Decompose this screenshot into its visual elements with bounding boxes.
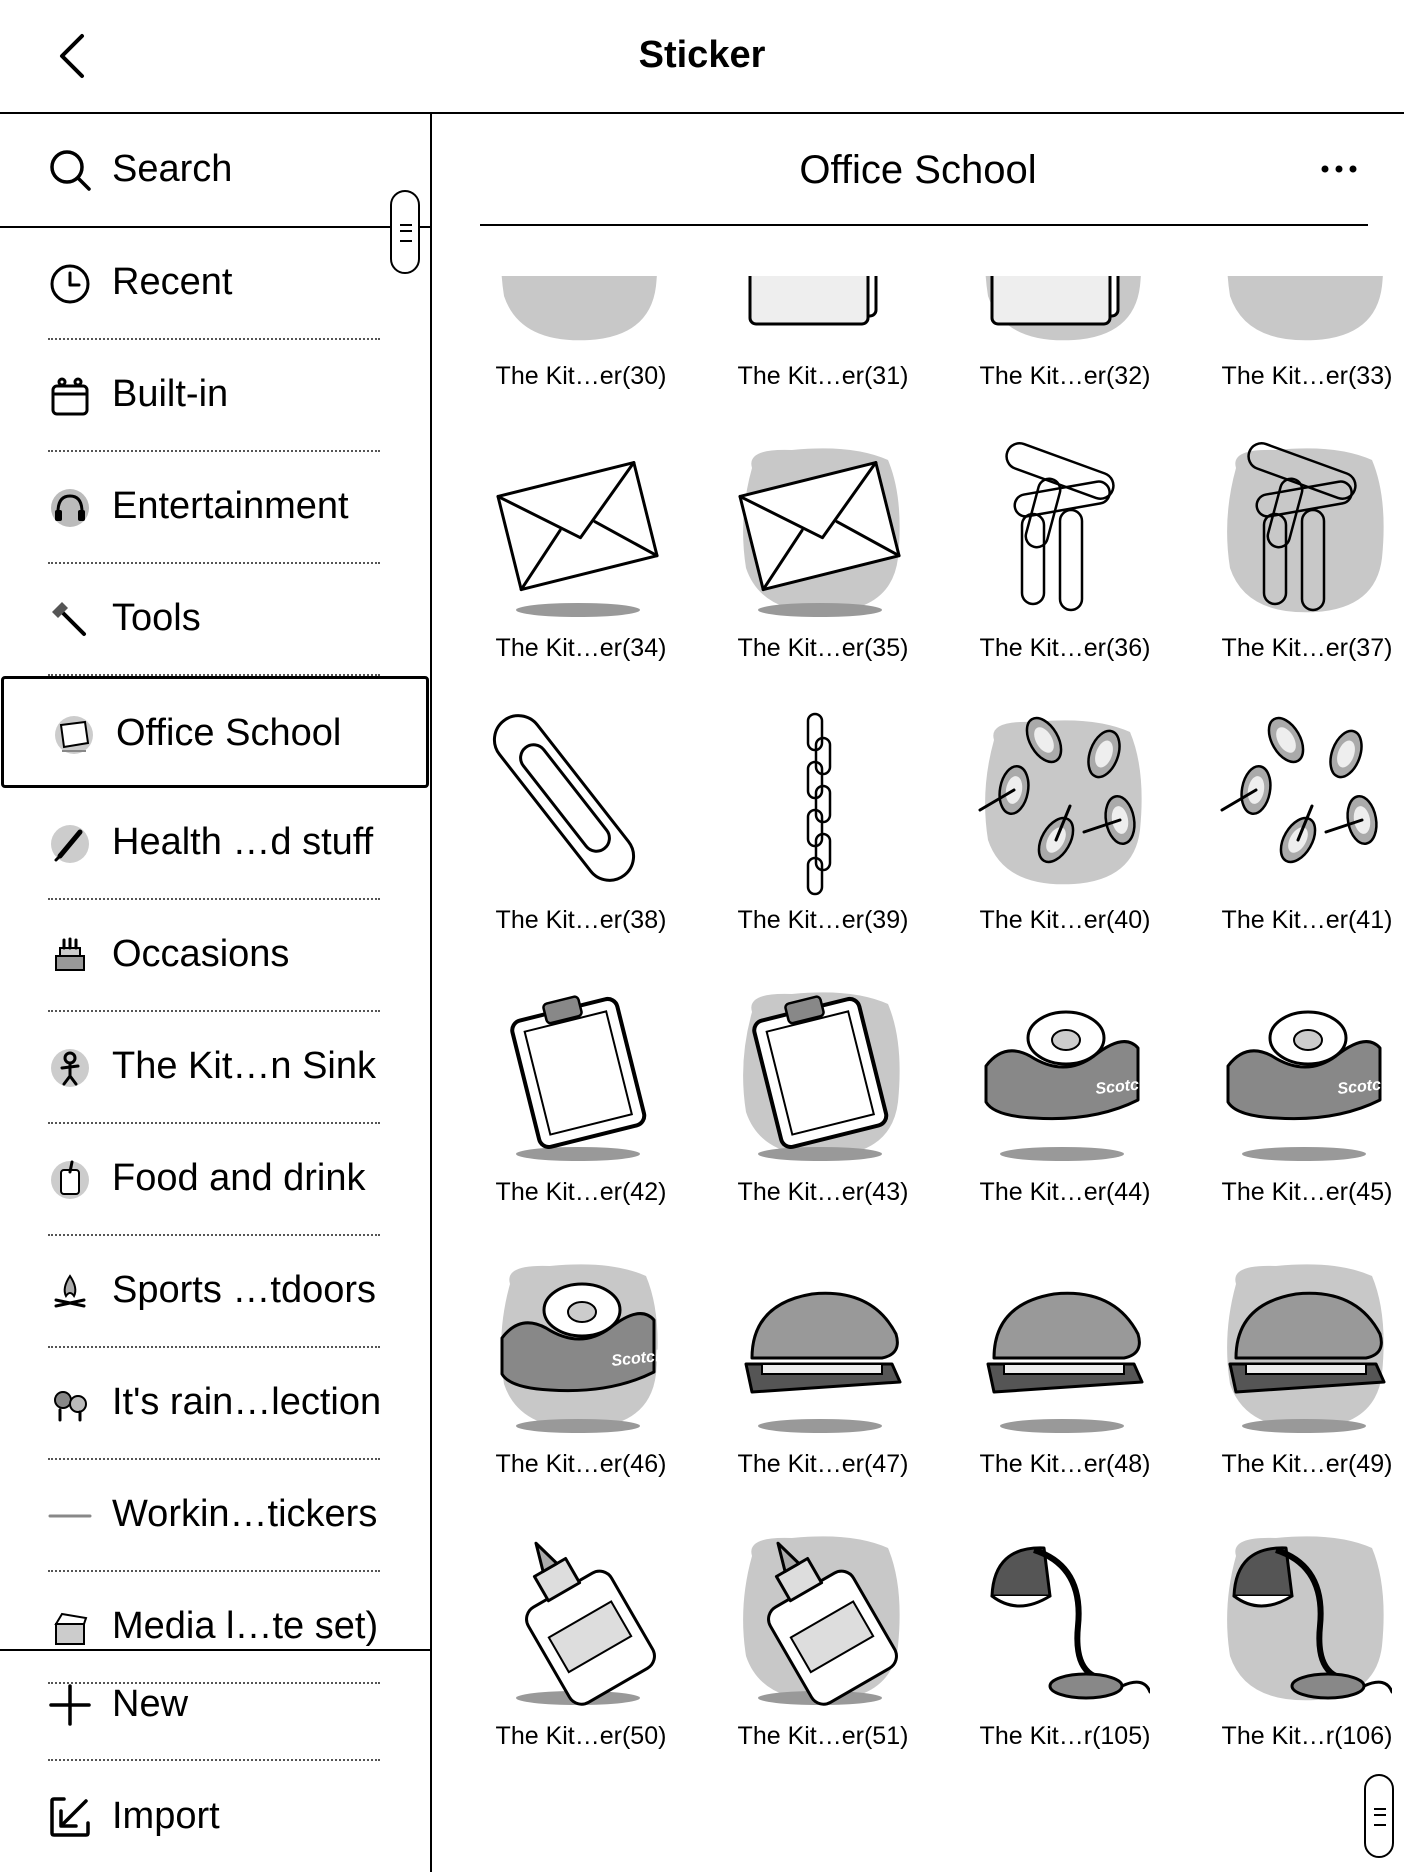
envelope-icon (490, 438, 666, 624)
sticker-caption: The Kit…er(39) (737, 906, 909, 934)
sidebar-item-label: Health …d stuff (112, 821, 374, 863)
sticker-item[interactable] (460, 982, 702, 1254)
sidebar-item-label: Recent (112, 261, 233, 303)
more-horizontal-icon[interactable] (1314, 154, 1364, 184)
sidebar-item-tools[interactable] (0, 564, 430, 676)
sticker-caption: The Kit…er(43) (737, 1178, 909, 1206)
sidebar-item-health-d-stuff[interactable] (0, 788, 430, 900)
divider (48, 1759, 380, 1761)
hammer-icon (48, 598, 92, 642)
stapler-icon (974, 1254, 1150, 1440)
category-list[interactable] (0, 228, 430, 1763)
sidebar-item-label: Tools (112, 597, 201, 639)
scotch-logo-text: Scotch (1094, 1075, 1150, 1098)
sticker-item[interactable] (460, 1526, 702, 1798)
clock-icon (48, 262, 92, 306)
plus-icon (48, 1683, 92, 1727)
sticker-item[interactable] (944, 1254, 1186, 1526)
paperclip-icon (490, 710, 666, 896)
clipboard-icon (490, 982, 666, 1168)
new-label: New (112, 1683, 189, 1725)
tape-dispenser-icon (490, 1254, 666, 1440)
tape-dispenser-icon (1216, 982, 1392, 1168)
sidebar-scroll-handle[interactable] (390, 190, 420, 274)
clipboard-icon (732, 982, 908, 1168)
sidebar-item-entertainment[interactable] (0, 452, 430, 564)
sidebar-item-label: Office School (116, 712, 342, 754)
scotch-logo-text: Scotch (610, 1347, 666, 1370)
sticker-item[interactable] (702, 438, 944, 710)
sticker-caption: The Kit…er(30) (495, 362, 667, 390)
sidebar-item-label: Built-in (112, 373, 229, 415)
campfire-icon (48, 1270, 92, 1314)
new-button[interactable] (0, 1651, 430, 1761)
scotch-logo-text: Scotch (1336, 1075, 1392, 1098)
import-button[interactable] (0, 1763, 430, 1873)
animals-icon (48, 1382, 92, 1426)
stapler-icon (732, 1254, 908, 1440)
tape-dispenser-icon (974, 982, 1150, 1168)
clapper-icon (48, 1606, 92, 1650)
sticker-caption: The Kit…er(38) (495, 906, 667, 934)
sidebar-item-the-kit-n-sink[interactable] (0, 1012, 430, 1124)
sidebar-item-it-s-rain-lection[interactable] (0, 1348, 430, 1460)
glue-bottle-icon (732, 1526, 908, 1712)
sticker-item[interactable] (702, 1526, 944, 1798)
figure-icon (48, 1046, 92, 1090)
sticker-caption: The Kit…er(45) (1221, 1178, 1393, 1206)
stapler-icon (1216, 1254, 1392, 1440)
sticker-caption: The Kit…er(31) (737, 362, 909, 390)
divider (480, 224, 1368, 226)
thumbtacks-icon (1216, 710, 1392, 896)
sidebar-item-label: Entertainment (112, 485, 349, 527)
paperclip-chain-icon (732, 710, 908, 896)
sticker-caption: The Kit…er(36) (979, 634, 1151, 662)
bottom-actions (0, 1649, 430, 1875)
sticker-caption: The Kit…er(46) (495, 1450, 667, 1478)
sticker-caption: The Kit…er(51) (737, 1722, 909, 1750)
paperclips-icon (1216, 438, 1392, 624)
search-button[interactable] (0, 114, 430, 228)
sticker-caption: The Kit…r(105) (979, 1722, 1151, 1750)
grid-paper-icon (1216, 276, 1392, 352)
sidebar-item-sports-tdoors[interactable] (0, 1236, 430, 1348)
sidebar-item-label: Workin…tickers (112, 1493, 378, 1535)
sidebar-item-label: Media l…te set) (112, 1605, 379, 1647)
sidebar-item-food-and-drink[interactable] (0, 1124, 430, 1236)
cake-icon (48, 934, 92, 978)
sticker-pack-icon (48, 374, 92, 418)
sticker-grid[interactable] (432, 276, 1404, 1872)
sticker-caption: The Kit…er(40) (979, 906, 1151, 934)
sticker-item[interactable] (1186, 276, 1404, 438)
envelope-icon (732, 438, 908, 624)
sticker-caption: The Kit…er(33) (1221, 362, 1393, 390)
sidebar-item-label: Food and drink (112, 1157, 366, 1199)
sticker-caption: The Kit…er(35) (737, 634, 909, 662)
sticker-item[interactable] (702, 1254, 944, 1526)
sticker-item[interactable] (944, 982, 1186, 1254)
sticker-caption: The Kit…r(106) (1221, 1722, 1393, 1750)
sidebar-item-label: It's rain…lection (112, 1381, 382, 1423)
notepad-pen-icon (974, 276, 1150, 352)
glue-bottle-icon (490, 1526, 666, 1712)
sticker-item[interactable] (1186, 710, 1404, 982)
sticker-item[interactable] (944, 1526, 1186, 1798)
top-bar (0, 0, 1404, 114)
page-title: Sticker (638, 34, 766, 76)
import-label: Import (112, 1795, 220, 1837)
sticker-item[interactable] (944, 276, 1186, 438)
sticker-item[interactable] (1186, 438, 1404, 710)
sticker-item[interactable] (944, 438, 1186, 710)
line-icon (48, 1494, 92, 1538)
sidebar-item-label: Sports …tdoors (112, 1269, 376, 1311)
drink-icon (48, 1158, 92, 1202)
paperclips-icon (974, 438, 1150, 624)
sticker-caption: The Kit…er(32) (979, 362, 1151, 390)
sticker-caption: The Kit…er(50) (495, 1722, 667, 1750)
sticker-panel (432, 114, 1404, 1872)
sidebar-item-office-school[interactable] (1, 676, 429, 788)
sticker-caption: The Kit…er(37) (1221, 634, 1393, 662)
headphones-icon (48, 486, 92, 530)
sidebar-item-label: Occasions (112, 933, 290, 975)
sidebar-item-workin-tickers[interactable] (0, 1460, 430, 1572)
thumbtacks-icon (974, 710, 1150, 896)
sticker-item[interactable] (1186, 982, 1404, 1254)
sidebar-item-label: The Kit…n Sink (112, 1045, 376, 1087)
sticker-item[interactable] (460, 1254, 702, 1526)
sticker-caption: The Kit…er(34) (495, 634, 667, 662)
sticker-item[interactable] (1186, 1254, 1404, 1526)
sticker-item[interactable] (702, 710, 944, 982)
sticker-item[interactable] (460, 276, 702, 438)
import-icon (48, 1795, 92, 1839)
sidebar-item-recent[interactable] (0, 228, 430, 340)
sticker-caption: The Kit…er(48) (979, 1450, 1151, 1478)
sticker-item[interactable] (460, 710, 702, 982)
sidebar-item-occasions[interactable] (0, 900, 430, 1012)
sticker-caption: The Kit…er(41) (1221, 906, 1393, 934)
notepad-pen-icon (732, 276, 908, 352)
sticker-item[interactable] (702, 276, 944, 438)
sticker-caption: The Kit…er(44) (979, 1178, 1151, 1206)
sticker-caption: The Kit…er(42) (495, 1178, 667, 1206)
sticker-caption: The Kit…er(49) (1221, 1450, 1393, 1478)
grid-scroll-handle[interactable] (1364, 1774, 1394, 1858)
syringe-icon (48, 822, 92, 866)
desk-lamp-icon (974, 1526, 1150, 1712)
category-title: Office School (799, 148, 1037, 192)
sidebar-item-built-in[interactable] (0, 340, 430, 452)
sidebar (0, 114, 432, 1872)
search-icon (48, 148, 92, 192)
sticker-item[interactable] (460, 438, 702, 710)
fountain-pen-icon (490, 276, 666, 352)
folder-icon (52, 713, 96, 757)
search-label: Search (112, 148, 233, 190)
sticker-caption: The Kit…er(47) (737, 1450, 909, 1478)
sticker-item[interactable] (702, 982, 944, 1254)
desk-lamp-icon (1216, 1526, 1392, 1712)
sticker-item[interactable] (1186, 1526, 1404, 1798)
sticker-item[interactable] (944, 710, 1186, 982)
